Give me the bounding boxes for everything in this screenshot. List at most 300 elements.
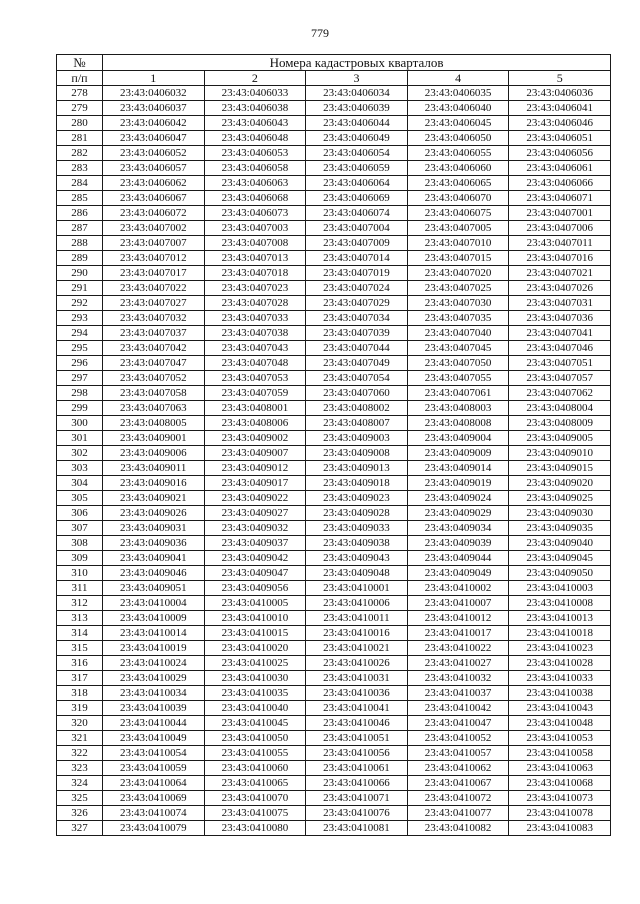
row-number: 280 [57,116,103,131]
cadastral-number-cell: 23:43:0410024 [103,656,205,671]
table-row [57,551,611,566]
cadastral-number-cell: 23:43:0409019 [407,476,509,491]
row-number: 307 [57,521,103,536]
cadastral-number-cell: 23:43:0406032 [103,86,205,101]
cadastral-number-cell: 23:43:0406054 [306,146,408,161]
table-row [57,221,611,236]
cadastral-number-cell: 23:43:0410028 [509,656,611,671]
table-row [57,746,611,761]
cadastral-number-cell: 23:43:0407009 [306,236,408,251]
header-col-2: 2 [204,71,306,86]
cadastral-number-cell: 23:43:0406067 [103,191,205,206]
cadastral-number-cell: 23:43:0407006 [509,221,611,236]
cadastral-number-cell: 23:43:0407007 [103,236,205,251]
cadastral-number-cell: 23:43:0409046 [103,566,205,581]
cadastral-number-cell: 23:43:0409015 [509,461,611,476]
cadastral-number-cell: 23:43:0410065 [204,776,306,791]
cadastral-number-cell: 23:43:0407035 [407,311,509,326]
cadastral-number-cell: 23:43:0409043 [306,551,408,566]
cadastral-number-cell: 23:43:0410018 [509,626,611,641]
header-number-sign: № [57,55,103,71]
cadastral-number-cell: 23:43:0409050 [509,566,611,581]
header-number-sub: п/п [57,71,103,86]
cadastral-number-cell: 23:43:0410057 [407,746,509,761]
cadastral-number-cell: 23:43:0409051 [103,581,205,596]
cadastral-number-cell: 23:43:0410063 [509,761,611,776]
table-row [57,431,611,446]
cadastral-number-cell: 23:43:0406058 [204,161,306,176]
table-row [57,656,611,671]
cadastral-number-cell: 23:43:0410046 [306,716,408,731]
row-number: 288 [57,236,103,251]
cadastral-number-cell: 23:43:0410020 [204,641,306,656]
cadastral-number-cell: 23:43:0409029 [407,506,509,521]
row-number: 292 [57,296,103,311]
cadastral-number-cell: 23:43:0409044 [407,551,509,566]
header-col-5: 5 [509,71,611,86]
cadastral-number-cell: 23:43:0410023 [509,641,611,656]
cadastral-number-cell: 23:43:0410079 [103,821,205,836]
row-number: 319 [57,701,103,716]
table-row [57,791,611,806]
cadastral-number-cell: 23:43:0406045 [407,116,509,131]
cadastral-number-cell: 23:43:0409031 [103,521,205,536]
cadastral-number-cell: 23:43:0409045 [509,551,611,566]
cadastral-number-cell: 23:43:0406033 [204,86,306,101]
cadastral-number-cell: 23:43:0409025 [509,491,611,506]
cadastral-number-cell: 23:43:0408007 [306,416,408,431]
cadastral-number-cell: 23:43:0406048 [204,131,306,146]
cadastral-number-cell: 23:43:0410073 [509,791,611,806]
cadastral-number-cell: 23:43:0407013 [204,251,306,266]
cadastral-number-cell: 23:43:0407008 [204,236,306,251]
cadastral-number-cell: 23:43:0409018 [306,476,408,491]
cadastral-number-cell: 23:43:0410074 [103,806,205,821]
cadastral-number-cell: 23:43:0410025 [204,656,306,671]
cadastral-number-cell: 23:43:0408005 [103,416,205,431]
cadastral-number-cell: 23:43:0409035 [509,521,611,536]
header-col-4: 4 [407,71,509,86]
cadastral-number-cell: 23:43:0406038 [204,101,306,116]
cadastral-number-cell: 23:43:0406055 [407,146,509,161]
cadastral-number-cell: 23:43:0410055 [204,746,306,761]
cadastral-number-cell: 23:43:0407043 [204,341,306,356]
cadastral-number-cell: 23:43:0410051 [306,731,408,746]
cadastral-number-cell: 23:43:0407024 [306,281,408,296]
table-row [57,521,611,536]
cadastral-number-cell: 23:43:0407026 [509,281,611,296]
table-row [57,266,611,281]
cadastral-number-cell: 23:43:0409027 [204,506,306,521]
cadastral-number-cell: 23:43:0410016 [306,626,408,641]
cadastral-number-cell: 23:43:0409041 [103,551,205,566]
row-number: 299 [57,401,103,416]
cadastral-number-cell: 23:43:0406047 [103,131,205,146]
row-number: 300 [57,416,103,431]
row-number: 303 [57,461,103,476]
row-number: 285 [57,191,103,206]
cadastral-number-cell: 23:43:0410035 [204,686,306,701]
cadastral-number-cell: 23:43:0409036 [103,536,205,551]
cadastral-number-cell: 23:43:0407061 [407,386,509,401]
cadastral-number-cell: 23:43:0410042 [407,701,509,716]
row-number: 323 [57,761,103,776]
cadastral-number-cell: 23:43:0406063 [204,176,306,191]
cadastral-number-cell: 23:43:0409032 [204,521,306,536]
cadastral-number-cell: 23:43:0407034 [306,311,408,326]
cadastral-number-cell: 23:43:0409034 [407,521,509,536]
cadastral-number-cell: 23:43:0409011 [103,461,205,476]
row-number: 296 [57,356,103,371]
cadastral-number-cell: 23:43:0410021 [306,641,408,656]
cadastral-number-cell: 23:43:0407053 [204,371,306,386]
row-number: 325 [57,791,103,806]
table-row [57,161,611,176]
cadastral-number-cell: 23:43:0410070 [204,791,306,806]
cadastral-number-cell: 23:43:0410038 [509,686,611,701]
cadastral-number-cell: 23:43:0410049 [103,731,205,746]
cadastral-number-cell: 23:43:0410067 [407,776,509,791]
row-number: 302 [57,446,103,461]
cadastral-number-cell: 23:43:0407041 [509,326,611,341]
table-row [57,566,611,581]
table-row [57,281,611,296]
cadastral-number-cell: 23:43:0406039 [306,101,408,116]
table-row [57,701,611,716]
row-number: 301 [57,431,103,446]
cadastral-number-cell: 23:43:0410026 [306,656,408,671]
cadastral-number-cell: 23:43:0407010 [407,236,509,251]
cadastral-number-cell: 23:43:0409033 [306,521,408,536]
cadastral-number-cell: 23:43:0406035 [407,86,509,101]
table-row [57,146,611,161]
cadastral-number-cell: 23:43:0406037 [103,101,205,116]
cadastral-number-cell: 23:43:0407049 [306,356,408,371]
cadastral-number-cell: 23:43:0410064 [103,776,205,791]
cadastral-number-cell: 23:43:0407052 [103,371,205,386]
cadastral-number-cell: 23:43:0406071 [509,191,611,206]
cadastral-number-cell: 23:43:0410081 [306,821,408,836]
table-row [57,176,611,191]
cadastral-number-cell: 23:43:0410041 [306,701,408,716]
row-number: 312 [57,596,103,611]
header-col-1: 1 [103,71,205,86]
cadastral-number-cell: 23:43:0410039 [103,701,205,716]
cadastral-number-cell: 23:43:0406074 [306,206,408,221]
cadastral-number-cell: 23:43:0406072 [103,206,205,221]
cadastral-number-cell: 23:43:0406061 [509,161,611,176]
table-row [57,641,611,656]
cadastral-number-cell: 23:43:0406044 [306,116,408,131]
cadastral-number-cell: 23:43:0410069 [103,791,205,806]
table-row [57,626,611,641]
cadastral-number-cell: 23:43:0406042 [103,116,205,131]
row-number: 313 [57,611,103,626]
cadastral-number-cell: 23:43:0410005 [204,596,306,611]
cadastral-number-cell: 23:43:0410044 [103,716,205,731]
cadastral-number-cell: 23:43:0406070 [407,191,509,206]
cadastral-number-cell: 23:43:0407051 [509,356,611,371]
table-row [57,611,611,626]
row-number: 304 [57,476,103,491]
cadastral-number-cell: 23:43:0406050 [407,131,509,146]
cadastral-number-cell: 23:43:0409007 [204,446,306,461]
cadastral-number-cell: 23:43:0409008 [306,446,408,461]
table-row [57,461,611,476]
cadastral-number-cell: 23:43:0409017 [204,476,306,491]
row-number: 279 [57,101,103,116]
table-row [57,356,611,371]
cadastral-number-cell: 23:43:0410002 [407,581,509,596]
cadastral-number-cell: 23:43:0410048 [509,716,611,731]
cadastral-number-cell: 23:43:0410045 [204,716,306,731]
cadastral-number-cell: 23:43:0410027 [407,656,509,671]
cadastral-number-cell: 23:43:0410072 [407,791,509,806]
table-row [57,776,611,791]
cadastral-number-cell: 23:43:0407032 [103,311,205,326]
row-number: 294 [57,326,103,341]
cadastral-number-cell: 23:43:0407027 [103,296,205,311]
row-number: 282 [57,146,103,161]
cadastral-number-cell: 23:43:0407016 [509,251,611,266]
table-row [57,806,611,821]
row-number: 327 [57,821,103,836]
cadastral-number-cell: 23:43:0409022 [204,491,306,506]
cadastral-number-cell: 23:43:0407017 [103,266,205,281]
cadastral-number-cell: 23:43:0407058 [103,386,205,401]
cadastral-number-cell: 23:43:0410061 [306,761,408,776]
cadastral-number-cell: 23:43:0410054 [103,746,205,761]
table-row [57,326,611,341]
cadastral-number-cell: 23:43:0410031 [306,671,408,686]
row-number: 316 [57,656,103,671]
cadastral-number-cell: 23:43:0409010 [509,446,611,461]
cadastral-number-cell: 23:43:0407029 [306,296,408,311]
cadastral-number-cell: 23:43:0410033 [509,671,611,686]
cadastral-number-cell: 23:43:0406075 [407,206,509,221]
table-row [57,341,611,356]
row-number: 322 [57,746,103,761]
cadastral-number-cell: 23:43:0407063 [103,401,205,416]
cadastral-number-cell: 23:43:0407028 [204,296,306,311]
cadastral-number-cell: 23:43:0407012 [103,251,205,266]
cadastral-number-cell: 23:43:0407057 [509,371,611,386]
table-row [57,236,611,251]
cadastral-number-cell: 23:43:0410034 [103,686,205,701]
table-row [57,131,611,146]
cadastral-number-cell: 23:43:0410012 [407,611,509,626]
cadastral-number-cell: 23:43:0407023 [204,281,306,296]
cadastral-number-cell: 23:43:0407011 [509,236,611,251]
table-row [57,371,611,386]
cadastral-number-cell: 23:43:0409026 [103,506,205,521]
cadastral-number-cell: 23:43:0409009 [407,446,509,461]
cadastral-number-cell: 23:43:0410014 [103,626,205,641]
cadastral-number-cell: 23:43:0408004 [509,401,611,416]
cadastral-number-cell: 23:43:0408003 [407,401,509,416]
table-row [57,731,611,746]
cadastral-number-cell: 23:43:0407014 [306,251,408,266]
row-number: 317 [57,671,103,686]
cadastral-number-cell: 23:43:0410068 [509,776,611,791]
row-number: 305 [57,491,103,506]
cadastral-number-cell: 23:43:0406034 [306,86,408,101]
cadastral-number-cell: 23:43:0409056 [204,581,306,596]
cadastral-number-cell: 23:43:0410019 [103,641,205,656]
cadastral-number-cell: 23:43:0406064 [306,176,408,191]
table-row [57,596,611,611]
row-number: 284 [57,176,103,191]
row-number: 326 [57,806,103,821]
cadastral-number-cell: 23:43:0410006 [306,596,408,611]
row-number: 324 [57,776,103,791]
row-number: 306 [57,506,103,521]
cadastral-number-cell: 23:43:0407020 [407,266,509,281]
header-title: Номера кадастровых кварталов [103,55,611,71]
cadastral-number-cell: 23:43:0410077 [407,806,509,821]
cadastral-number-cell: 23:43:0410015 [204,626,306,641]
cadastral-number-cell: 23:43:0410040 [204,701,306,716]
cadastral-number-cell: 23:43:0409001 [103,431,205,446]
cadastral-number-cell: 23:43:0409006 [103,446,205,461]
row-number: 295 [57,341,103,356]
table-row [57,671,611,686]
row-number: 286 [57,206,103,221]
cadastral-number-cell: 23:43:0407060 [306,386,408,401]
cadastral-number-cell: 23:43:0410056 [306,746,408,761]
cadastral-number-cell: 23:43:0406046 [509,116,611,131]
row-number: 311 [57,581,103,596]
cadastral-number-cell: 23:43:0409005 [509,431,611,446]
table-row [57,491,611,506]
cadastral-number-cell: 23:43:0410078 [509,806,611,821]
cadastral-number-cell: 23:43:0410003 [509,581,611,596]
cadastral-number-cell: 23:43:0409040 [509,536,611,551]
cadastral-number-cell: 23:43:0409012 [204,461,306,476]
table-row [57,386,611,401]
cadastral-number-cell: 23:43:0407031 [509,296,611,311]
cadastral-number-cell: 23:43:0410080 [204,821,306,836]
cadastral-number-cell: 23:43:0409048 [306,566,408,581]
cadastral-number-cell: 23:43:0407004 [306,221,408,236]
row-number: 321 [57,731,103,746]
cadastral-number-cell: 23:43:0410052 [407,731,509,746]
cadastral-number-cell: 23:43:0407059 [204,386,306,401]
table-row [57,206,611,221]
row-number: 314 [57,626,103,641]
table-row [57,101,611,116]
table-row [57,446,611,461]
cadastral-number-cell: 23:43:0406051 [509,131,611,146]
cadastral-number-cell: 23:43:0406066 [509,176,611,191]
cadastral-number-cell: 23:43:0406065 [407,176,509,191]
cadastral-number-cell: 23:43:0407022 [103,281,205,296]
cadastral-number-cell: 23:43:0409013 [306,461,408,476]
row-number: 315 [57,641,103,656]
cadastral-number-cell: 23:43:0406056 [509,146,611,161]
cadastral-number-cell: 23:43:0407037 [103,326,205,341]
cadastral-number-cell: 23:43:0406041 [509,101,611,116]
cadastral-number-cell: 23:43:0409014 [407,461,509,476]
cadastral-number-cell: 23:43:0409020 [509,476,611,491]
cadastral-number-cell: 23:43:0407033 [204,311,306,326]
table-row [57,506,611,521]
table-row [57,581,611,596]
table-row [57,761,611,776]
cadastral-number-cell: 23:43:0410032 [407,671,509,686]
cadastral-number-cell: 23:43:0409047 [204,566,306,581]
cadastral-number-cell: 23:43:0410011 [306,611,408,626]
cadastral-number-cell: 23:43:0410013 [509,611,611,626]
cadastral-number-cell: 23:43:0407038 [204,326,306,341]
row-number: 320 [57,716,103,731]
cadastral-number-cell: 23:43:0408008 [407,416,509,431]
row-number: 291 [57,281,103,296]
cadastral-number-cell: 23:43:0406057 [103,161,205,176]
cadastral-number-cell: 23:43:0407046 [509,341,611,356]
cadastral-number-cell: 23:43:0410030 [204,671,306,686]
cadastral-number-cell: 23:43:0407015 [407,251,509,266]
row-number: 287 [57,221,103,236]
cadastral-number-cell: 23:43:0409003 [306,431,408,446]
table-row [57,86,611,101]
table-row [57,116,611,131]
table-row [57,296,611,311]
cadastral-number-cell: 23:43:0407002 [103,221,205,236]
cadastral-number-cell: 23:43:0407018 [204,266,306,281]
row-number: 298 [57,386,103,401]
table-row [57,191,611,206]
cadastral-number-cell: 23:43:0407050 [407,356,509,371]
row-number: 318 [57,686,103,701]
table-row [57,476,611,491]
cadastral-number-cell: 23:43:0410071 [306,791,408,806]
cadastral-number-cell: 23:43:0410007 [407,596,509,611]
cadastral-number-cell: 23:43:0410043 [509,701,611,716]
cadastral-number-cell: 23:43:0407062 [509,386,611,401]
cadastral-number-cell: 23:43:0407047 [103,356,205,371]
row-number: 289 [57,251,103,266]
cadastral-number-cell: 23:43:0410058 [509,746,611,761]
cadastral-number-cell: 23:43:0406049 [306,131,408,146]
table-row [57,716,611,731]
cadastral-number-cell: 23:43:0409037 [204,536,306,551]
row-number: 308 [57,536,103,551]
cadastral-number-cell: 23:43:0407036 [509,311,611,326]
table-row [57,686,611,701]
cadastral-number-cell: 23:43:0406036 [509,86,611,101]
row-number: 309 [57,551,103,566]
cadastral-number-cell: 23:43:0410060 [204,761,306,776]
cadastral-number-cell: 23:43:0409021 [103,491,205,506]
cadastral-number-cell: 23:43:0410008 [509,596,611,611]
cadastral-number-cell: 23:43:0407030 [407,296,509,311]
table-body [57,86,611,836]
cadastral-number-cell: 23:43:0409004 [407,431,509,446]
cadastral-number-cell: 23:43:0410066 [306,776,408,791]
table-row [57,536,611,551]
cadastral-number-cell: 23:43:0410059 [103,761,205,776]
cadastral-number-cell: 23:43:0407045 [407,341,509,356]
table-row [57,251,611,266]
cadastral-number-cell: 23:43:0407040 [407,326,509,341]
cadastral-number-cell: 23:43:0408001 [204,401,306,416]
cadastral-number-cell: 23:43:0410047 [407,716,509,731]
cadastral-number-cell: 23:43:0409023 [306,491,408,506]
cadastral-number-cell: 23:43:0406053 [204,146,306,161]
cadastral-number-cell: 23:43:0410036 [306,686,408,701]
cadastral-number-cell: 23:43:0410050 [204,731,306,746]
